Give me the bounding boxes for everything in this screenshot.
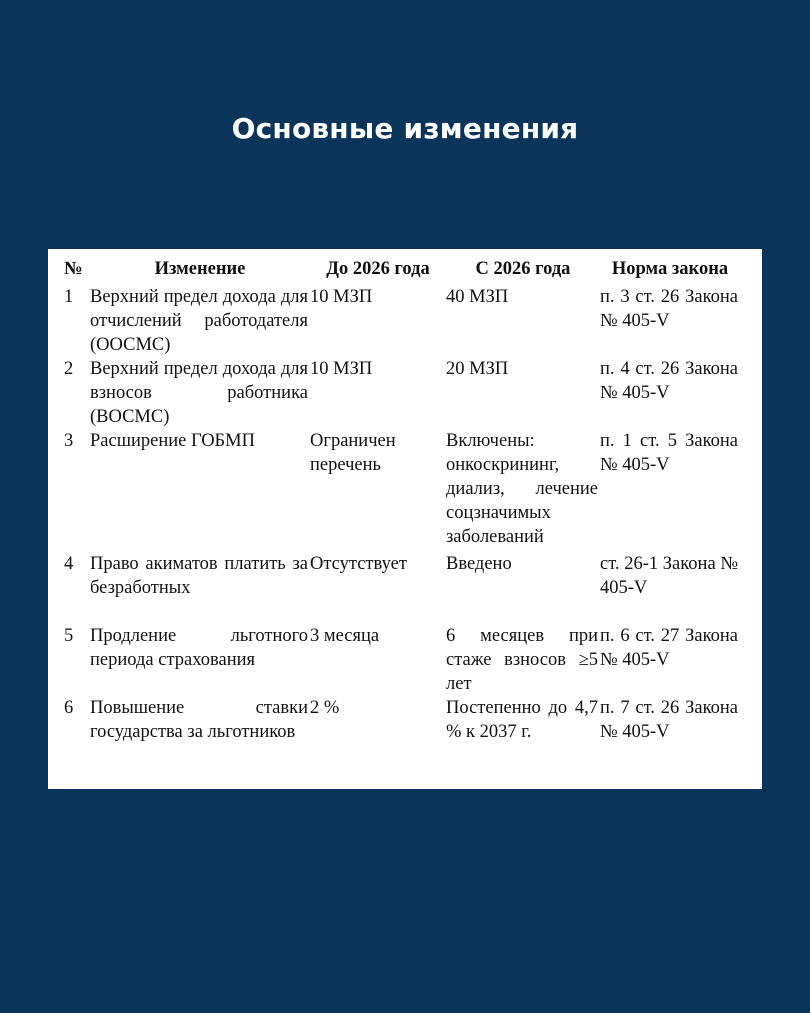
table-row bbox=[64, 285, 740, 357]
row-after: Постепенно до 4,7 % к 2037 г. bbox=[446, 698, 598, 742]
row-law: ст. 26-1 Закона № 405-V bbox=[600, 554, 738, 598]
table-row bbox=[64, 552, 740, 624]
row-number: 2 bbox=[64, 359, 74, 379]
row-change: Верхний предел дохода для взносов работника (ВОСМС) bbox=[90, 359, 308, 427]
table-row bbox=[64, 624, 740, 696]
row-number: 4 bbox=[64, 554, 74, 574]
row-change: Верхний предел дохода для отчислений работодателя (ООСМС) bbox=[90, 287, 308, 355]
row-law: п. 7 ст. 26 Закона № 405-V bbox=[600, 698, 738, 742]
row-change: Продление льготного периода страхования bbox=[90, 626, 308, 670]
row-before: 2 % bbox=[310, 698, 340, 718]
row-change: Расширение ГОБМП bbox=[90, 431, 255, 451]
row-before: 10 МЗП bbox=[310, 359, 373, 379]
row-number: 5 bbox=[64, 626, 74, 646]
page-title: Основные изменения bbox=[231, 112, 579, 145]
header-number: № bbox=[64, 259, 83, 279]
row-before: Ограничен перечень bbox=[310, 431, 396, 475]
row-before: 10 МЗП bbox=[310, 287, 373, 307]
table-panel bbox=[48, 249, 762, 789]
row-law: п. 6 ст. 27 Закона № 405-V bbox=[600, 626, 738, 670]
row-change: Повышение ставки государства за льготников bbox=[90, 698, 308, 742]
header-change: Изменение bbox=[154, 259, 246, 279]
table-header-row bbox=[64, 257, 740, 285]
header-after: С 2026 года bbox=[475, 259, 571, 279]
row-after: 6 месяцев при стаже взносов ≥5 лет bbox=[446, 626, 598, 694]
row-after: 20 МЗП bbox=[446, 359, 509, 379]
row-before: 3 месяца bbox=[310, 626, 380, 646]
row-law: п. 1 ст. 5 Закона № 405-V bbox=[600, 431, 738, 475]
header-before: До 2026 года bbox=[326, 259, 430, 279]
row-after: Введено bbox=[446, 554, 512, 574]
row-change: Право акиматов платить за безработных bbox=[90, 554, 308, 598]
changes-table bbox=[64, 257, 740, 768]
table-row bbox=[64, 429, 740, 552]
row-after: 40 МЗП bbox=[446, 287, 509, 307]
row-number: 3 bbox=[64, 431, 74, 451]
header-law: Норма закона bbox=[611, 259, 729, 279]
row-before: Отсутствует bbox=[310, 554, 407, 574]
row-after: Включены: онкоскрининг, диализ, лечение соцзначимых заболеваний bbox=[446, 431, 598, 547]
row-law: п. 4 ст. 26 Закона № 405-V bbox=[600, 359, 738, 403]
row-law: п. 3 ст. 26 Закона № 405-V bbox=[600, 287, 738, 331]
row-number: 1 bbox=[64, 287, 74, 307]
row-number: 6 bbox=[64, 698, 74, 718]
table-row bbox=[64, 696, 740, 768]
table-row bbox=[64, 357, 740, 429]
